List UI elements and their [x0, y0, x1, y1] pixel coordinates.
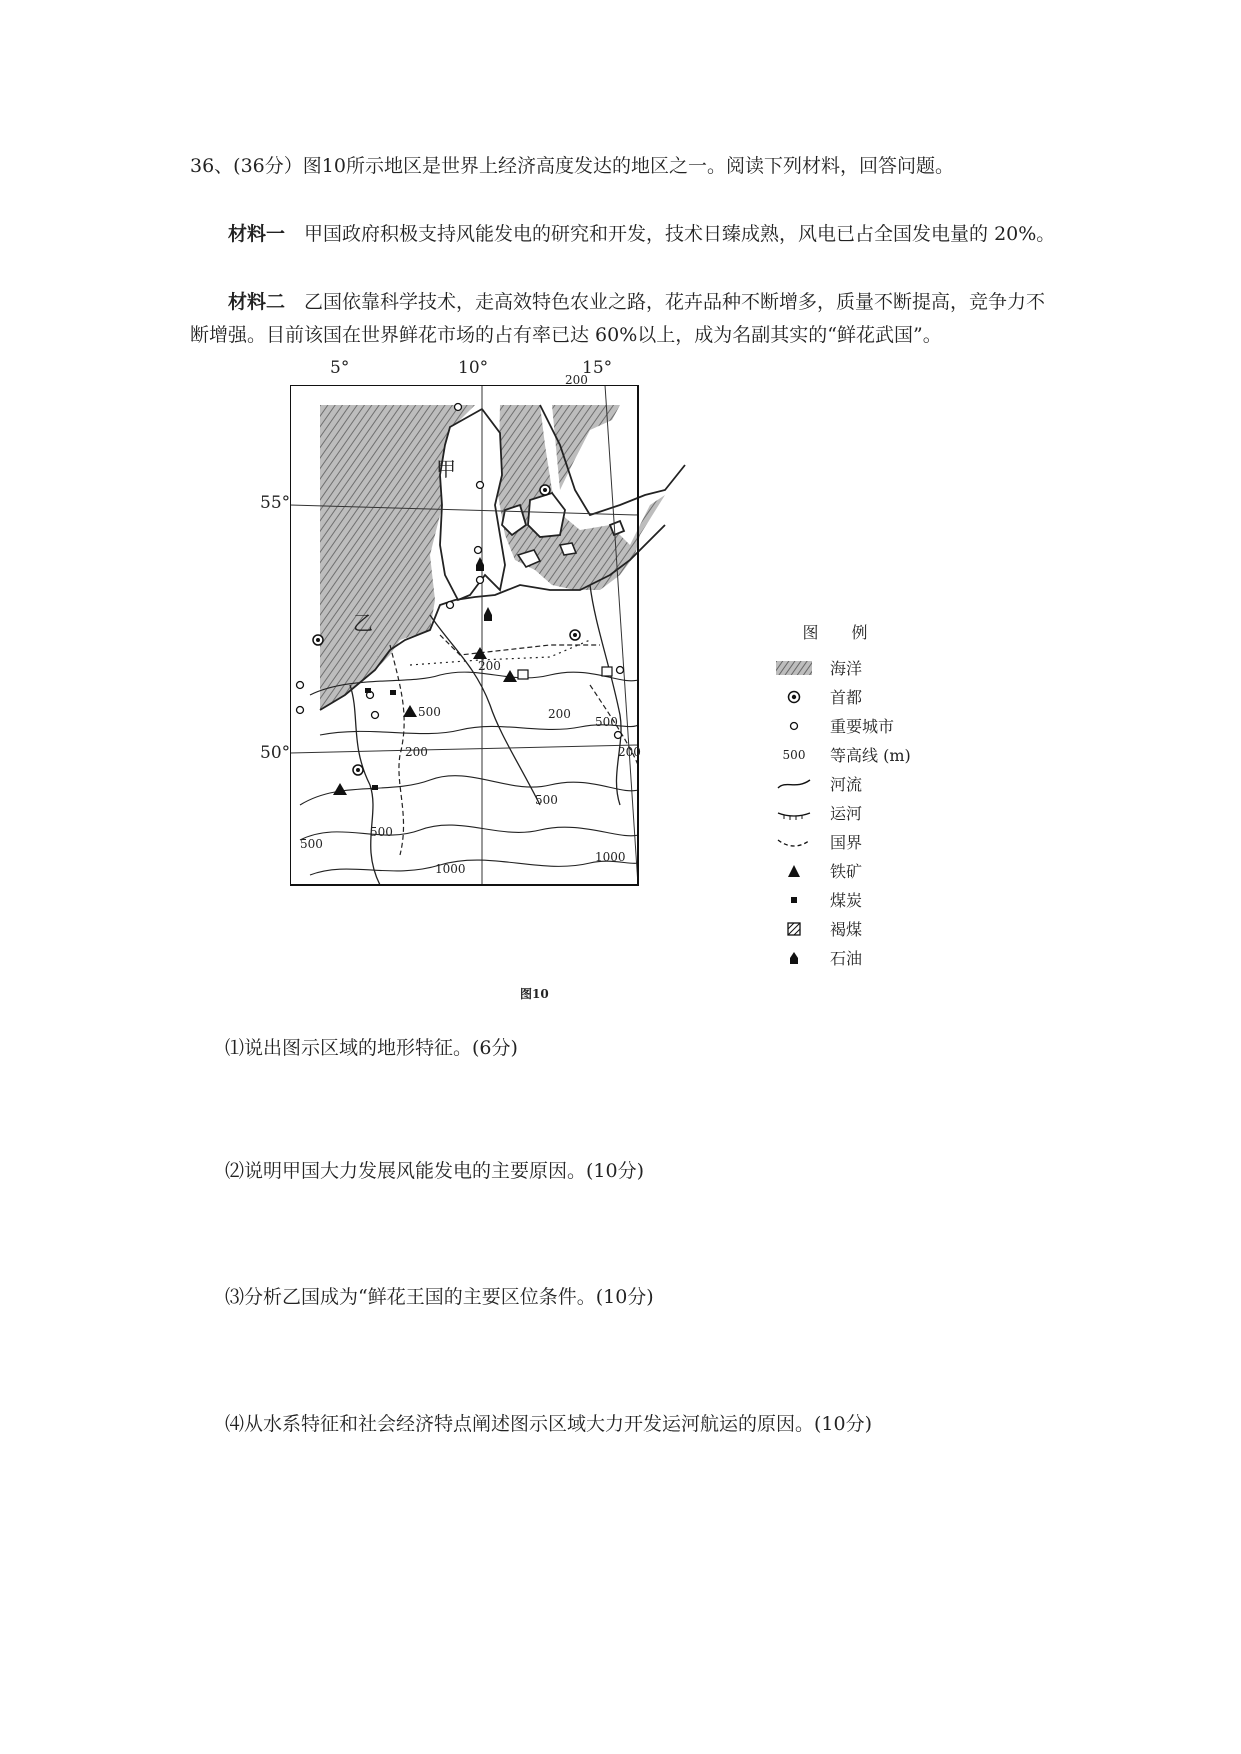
country-label-jia: 甲: [436, 457, 456, 481]
legend-item: [772, 798, 912, 827]
contour-label: 200: [478, 659, 501, 673]
legend-label: 首都: [830, 688, 863, 707]
contour-line: [320, 725, 638, 735]
legend-label: 石油: [830, 949, 863, 968]
city-symbol: [615, 732, 622, 739]
city-symbol: [617, 667, 624, 674]
denmark-jutland: [440, 409, 505, 600]
lon-label: 15°: [582, 358, 613, 378]
legend-label: 铁矿: [830, 862, 863, 881]
material-one-text: 甲国政府积极支持风能发电的研究和开发，技术日臻成熟，风电已占全国发电量的 20%。: [304, 223, 1056, 245]
legend-label: 运河: [830, 804, 863, 823]
capital-symbol-berlin-dot: [573, 633, 577, 637]
question-intro: 36、(36分）图10所示地区是世界上经济高度发达的地区之一。阅读下列材料，回答问题。: [190, 155, 954, 177]
lon-label: 5°: [330, 358, 350, 378]
ocean-swatch-icon: [772, 658, 816, 678]
legend-label: 海洋: [830, 659, 863, 678]
contour-label: 200: [548, 707, 571, 721]
material-one-label: 材料一: [228, 223, 286, 245]
iron-ore-symbol: [333, 783, 347, 795]
subquestion-4: ⑷从水系特征和社会经济特点阐述图示区域大力开发运河航运的原因。(10分): [225, 1413, 873, 1435]
lon-label: 10°: [458, 358, 489, 378]
canal-icon: [772, 803, 816, 823]
legend-item: [772, 885, 912, 914]
lignite-symbol: [518, 670, 528, 679]
legend-item: [772, 943, 912, 972]
contour-line: [300, 776, 638, 805]
contour-label: 200: [405, 745, 428, 759]
legend-title: 图 例: [802, 623, 882, 642]
iron-ore-symbol: [403, 705, 417, 717]
city-symbol: [447, 602, 454, 609]
coal-icon: [772, 890, 816, 910]
river-icon: [772, 774, 816, 794]
contour-line-icon: [772, 745, 816, 765]
contour-label: 1000: [595, 850, 626, 864]
coal-symbol: [390, 690, 396, 695]
coal-symbol: [372, 785, 378, 790]
city-symbol-icon: [772, 716, 816, 736]
legend-label: 等高线 (m): [830, 746, 911, 765]
capital-symbol-icon: [772, 687, 816, 707]
contour-label: 500: [300, 837, 323, 851]
city-symbol: [475, 547, 482, 554]
oil-icon: [772, 948, 816, 968]
lignite-icon: [772, 919, 816, 939]
legend-label: 河流: [830, 775, 863, 794]
contour-label: 500: [595, 715, 618, 729]
city-symbol: [477, 482, 484, 489]
contour-line: [300, 825, 638, 840]
legend-item: [772, 827, 912, 856]
legend-item: [772, 682, 912, 711]
city-symbol: [477, 577, 484, 584]
legend-item: [772, 711, 912, 740]
lat-label: 55°: [260, 493, 291, 513]
island-zealand: [528, 493, 565, 537]
city-symbol: [372, 712, 379, 719]
coal-symbol: [365, 688, 371, 693]
parallel-50: [290, 745, 638, 753]
city-symbol: [297, 707, 304, 714]
contour-sample-value: 500: [782, 747, 806, 762]
city-symbol: [297, 682, 304, 689]
oil-symbol: [484, 607, 492, 621]
contour-label: 200: [618, 745, 641, 759]
legend-item: [772, 769, 912, 798]
material-one: [190, 218, 1060, 251]
material-two-label: 材料二: [228, 291, 286, 313]
legend-label: 煤炭: [830, 891, 863, 910]
legend-item: [772, 856, 912, 885]
iron-ore-icon: [772, 861, 816, 881]
country-label-yi: 乙: [353, 611, 373, 635]
legend-item: [772, 914, 912, 943]
contour-label: 500: [418, 705, 441, 719]
contour-label: 200: [565, 373, 588, 387]
contour-label: 500: [370, 825, 393, 839]
lignite-symbol: [602, 667, 612, 676]
subquestion-1: ⑴说出图示区域的地形特征。(6分): [225, 1037, 518, 1059]
material-two: [190, 286, 1060, 352]
city-symbol: [455, 404, 462, 411]
capital-symbol-luxembourg-dot: [356, 768, 360, 772]
material-two-text: 乙国依靠科学技术，走高效特色农业之路，花卉品种不断增多，质量不断提高，竞争力不断增强。目前该国在世界鲜花市场的占有率已达 60%以上，成为名副其实的“鲜花武国”。: [190, 291, 1046, 346]
kattegat-area: [552, 405, 620, 490]
meridian-15: [605, 385, 638, 885]
figure-caption: 图10: [520, 987, 549, 1001]
contour-label: 1000: [435, 862, 466, 876]
capital-symbol-amsterdam-dot: [316, 638, 320, 642]
legend-item: [772, 740, 912, 769]
contour-line: [310, 860, 638, 875]
subquestion-2: ⑵说明甲国大力发展风能发电的主要原因。(10分): [225, 1160, 645, 1182]
contour-label: 500: [535, 793, 558, 807]
legend-label: 国界: [830, 833, 863, 852]
border-icon: [772, 832, 816, 852]
lat-label: 50°: [260, 743, 291, 763]
capital-symbol-copenhagen-dot: [543, 488, 547, 492]
legend-label: 褐煤: [830, 920, 863, 939]
legend-item: [772, 653, 912, 682]
river-oder: [590, 585, 621, 805]
legend-label: 重要城市: [830, 717, 895, 736]
subquestion-3: ⑶分析乙国成为“鲜花王国的主要区位条件。(10分): [225, 1286, 654, 1308]
map-legend: [772, 620, 912, 972]
